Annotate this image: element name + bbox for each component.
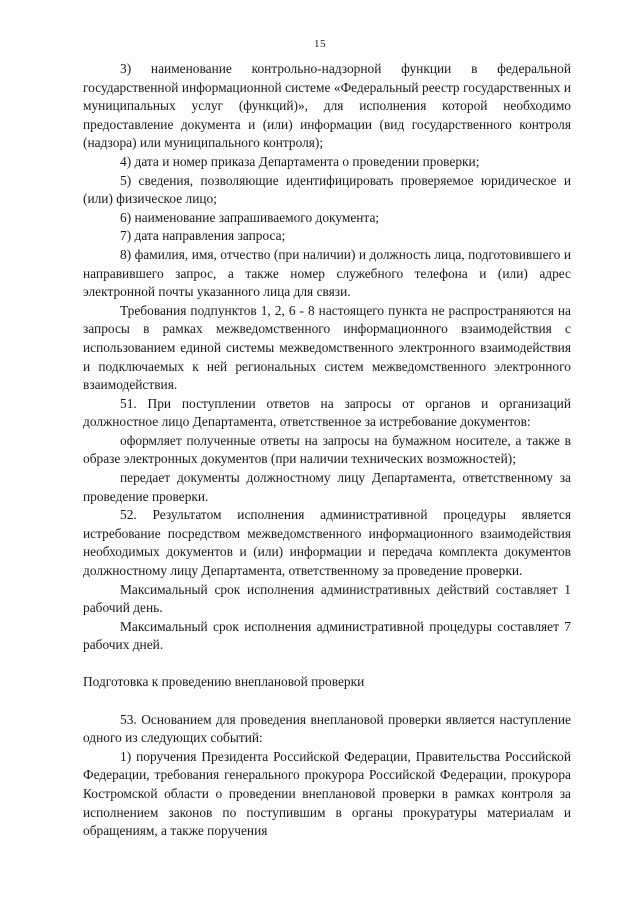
paragraph: передает документы должностному лицу Департамента, ответственному за проведение проверки. — [83, 470, 571, 504]
paragraph: 7) дата направления запроса; — [120, 228, 286, 244]
paragraph: оформляет полученные ответы на запросы на бумажном носителе, а также в образе электронных документов (при наличии технических возможностей); — [83, 432, 571, 467]
section-heading: Подготовка к проведению внеплановой проверки — [83, 674, 365, 689]
paragraph: 4) дата и номер приказа Департамента о проведении проверки; — [120, 153, 480, 169]
paragraph: 8) фамилия, имя, отчество (при наличии) и должность лица, подготовившего и направившего запрос, а также номер служебного телефона и (или) адрес электронной почты указанного лица для связи. — [83, 246, 571, 300]
paragraph: 52. Результатом исполнения административной процедуры является истребование посредством межведомственного информационного взаимодействия необходимых документов и (или) информации и передача комплекта документов должностному лицу Департамента, ответственному за проведение проверки. — [83, 507, 571, 579]
paragraph: Максимальный срок исполнения административных действий составляет 1 рабочий день. — [83, 581, 571, 616]
page-number: 15 — [314, 38, 326, 50]
paragraph: Требования подпунктов 1, 2, 6 - 8 настоящего пункта не распространяются на запросы в рамках межведомственного информационного взаимодействия с использованием единой системы межведомственного электронного взаимодействия и подключаемых к ней региональных систем межведомственного электронного взаимодействия. — [83, 302, 571, 393]
document-body — [83, 60, 571, 841]
paragraph: 5) сведения, позволяющие идентифицировать проверяемое юридическое и (или) физическое лицо; — [83, 172, 571, 207]
paragraph: Максимальный срок исполнения административной процедуры составляет 7 рабочих дней. — [83, 618, 571, 653]
paragraph: 1) поручения Президента Российской Федерации, Правительства Российской Федерации, требования генерального прокурора Российской Федерации, прокурора Костромской области о проведении внеплановой проверки в рамках контроля за исполнением законов по поступившим в органы прокуратуры материалам и обращениям, а также поручения — [83, 748, 571, 839]
paragraph: 53. Основанием для проведения внеплановой проверки является наступление одного из следующих событий: — [83, 711, 571, 746]
paragraph: 6) наименование запрашиваемого документа; — [120, 209, 380, 225]
paragraph: 3) наименование контрольно-надзорной функции в федеральной государственной информационной системе «Федеральный реестр государственных и муниципальных услуг (функций)», для исполнения которой необходимо предоставление документа и (или) информации (вид государственного контроля (надзора) или муниципального контроля); — [83, 61, 571, 151]
paragraph: 51. При поступлении ответов на запросы от органов и организаций должностное лицо Департамента, ответственное за истребование документов: — [83, 395, 571, 430]
